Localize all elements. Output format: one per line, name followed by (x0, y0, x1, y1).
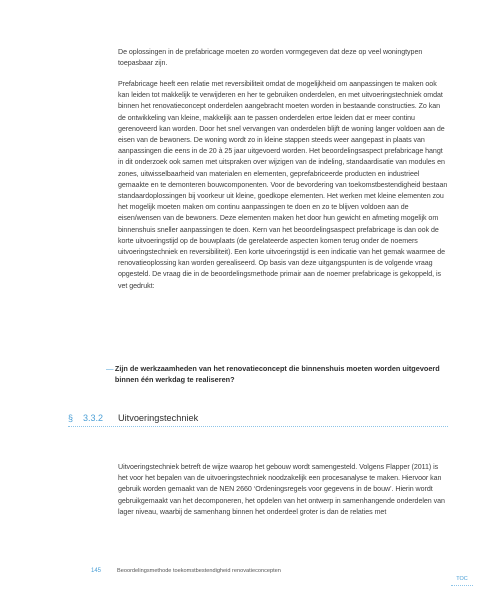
question-dash: — (106, 364, 114, 373)
page-footer (91, 566, 281, 576)
section-divider (68, 426, 448, 427)
body-paragraph-prefabricage: Prefabricage heeft een relatie met reversibiliteit omdat de mogelijkheid om aanpassingen te maken ook kan leiden tot makkelijk te verwijderen en her te gebruiken onderdelen, en met uitvoeringstechniek omdat binnen het renovatieconcept onderdelen aangebracht moeten worden in bestaande constructies. Zo kan de ontwikkeling van kleine, makkelijk aan te passen onderdelen ertoe leiden dat er meer continu gerenoveerd kan worden. Door het snel vervangen van onderdelen blijft de woning langer voldoen aan de eisen van de bewoners. De woning wordt zo in kleine stappen steeds weer aangepast in plaats van aanpassingen die eens in de 20 à 25 jaar uitgevoerd worden. Het beoordelingsaspect prefabricage hangt in dit onderzoek ook samen met uitspraken over wijzigen van de indeling, standaardisatie van modules en zones, uitwisselbaarheid van materialen en elementen, geprefabriceerde producten en industrieel gemaakte en te demonteren bouwcomponenten. Voor de bevordering van toekomstbestendigheid bestaan standaardoplossingen bij voorkeur uit kleine, goedkope elementen. Het werken met kleine elementen zou het mogelijk moeten maken om continu aanpassingen te doen en zo te blijven voldoen aan de eisen/wensen van de bewoners. Deze elementen maken het door hun gewicht en afmeting mogelijk om binnenshuis sneller aanpassingen te doen. Kern van het beoordelingsaspect prefabricage is dan ook de korte uitvoeringstijd op de bouwplaats (de gerelateerde aspecten komen terug onder de noemers uitvoeringstechniek en reversibiliteit). Een korte uitvoeringstijd is een indicatie van het gemak waarmee de renovatieoplossing kan worden gerealiseerd. Op basis van deze uitgangspunten is de volgende vraag opgesteld. De vraag die in de beoordelingsmethode primair aan de noemer prefabricage is gekoppeld, is vet gedrukt: (118, 80, 448, 290)
key-question (106, 363, 446, 385)
body-paragraph-intro: De oplossingen in de prefabricage moeten zo worden vormgegeven dat deze op veel woningtypen toepasbaar zijn. (118, 48, 423, 68)
section-title: Uitvoeringstechniek (118, 413, 199, 423)
section-symbol: § (68, 413, 74, 423)
question-text: Zijn de werkzaamheden van het renovatieconcept die binnenshuis moeten worden uitgevoerd binnen één werkdag te realiseren? (114, 364, 440, 385)
body-paragraph-uitvoeringstechniek: Uitvoeringstechniek betreft de wijze waarop het gebouw wordt samengesteld. Volgens Flapper (2011) is het voor het bepalen van de uitvoeringstechniek noodzakelijk een procesanalyse te maken. Hiervoor kan gebruik worden gemaakt van de NEN 2660 ‘Ordeningsregels voor gegevens in de bouw’. Hierin wordt gebruikgemaakt van het decomponeren, het opdelen van het ontwerp in samenhangende onderdelen van lager niveau, waarbij de samenhang binnen het onderdeel groter is dan de relaties met (118, 463, 445, 516)
section-heading (68, 411, 448, 425)
section-number: 3.3.2 (83, 413, 104, 423)
page-number: 145 (91, 568, 102, 574)
toc-link[interactable]: TOC (456, 576, 468, 582)
footer-title: Beoordelingsmethode toekomstbestendigheid renovatieconcepten (117, 568, 281, 574)
toc-divider (451, 585, 473, 586)
